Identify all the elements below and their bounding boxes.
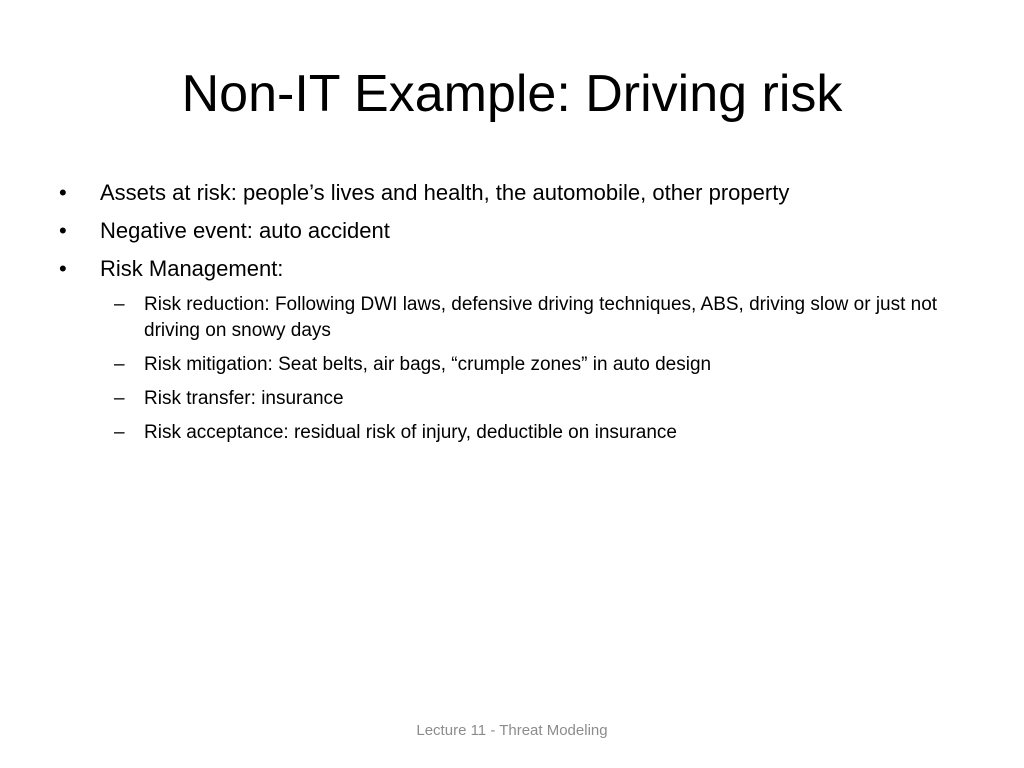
bullet-list: [56, 180, 976, 458]
slide-title: Non-IT Example: Driving risk: [181, 65, 843, 123]
dash-icon: –: [114, 294, 125, 315]
sub-bullet-list: [100, 292, 976, 446]
sub-bullet-item: [100, 292, 976, 344]
dash-icon: –: [114, 388, 125, 409]
sub-bullet-text: Risk acceptance: residual risk of injury, deductible on insurance: [144, 422, 677, 443]
bullet-text: Assets at risk: people’s lives and health, the automobile, other property: [100, 180, 790, 205]
bullet-text: Risk Management:: [100, 256, 284, 281]
bullet-item: [56, 218, 976, 244]
sub-bullet-item: [100, 420, 976, 446]
dash-icon: –: [114, 354, 125, 375]
bullet-dot-icon: •: [59, 180, 67, 205]
slide-footer: Lecture 11 - Threat Modeling: [416, 722, 608, 739]
sub-bullet-item: [100, 386, 976, 412]
sub-bullet-text: Risk transfer: insurance: [144, 388, 344, 409]
bullet-item: [56, 180, 976, 206]
bullet-dot-icon: •: [59, 218, 67, 243]
sub-bullet-item: [100, 352, 976, 378]
bullet-dot-icon: •: [59, 256, 67, 281]
sub-bullet-text: Risk reduction: Following DWI laws, defensive driving techniques, ABS, driving slow or just not driving on snowy days: [144, 294, 938, 341]
dash-icon: –: [114, 422, 125, 443]
sub-bullet-text: Risk mitigation: Seat belts, air bags, “crumple zones” in auto design: [144, 354, 712, 375]
bullet-text: Negative event: auto accident: [100, 218, 390, 243]
bullet-item: [56, 256, 976, 446]
